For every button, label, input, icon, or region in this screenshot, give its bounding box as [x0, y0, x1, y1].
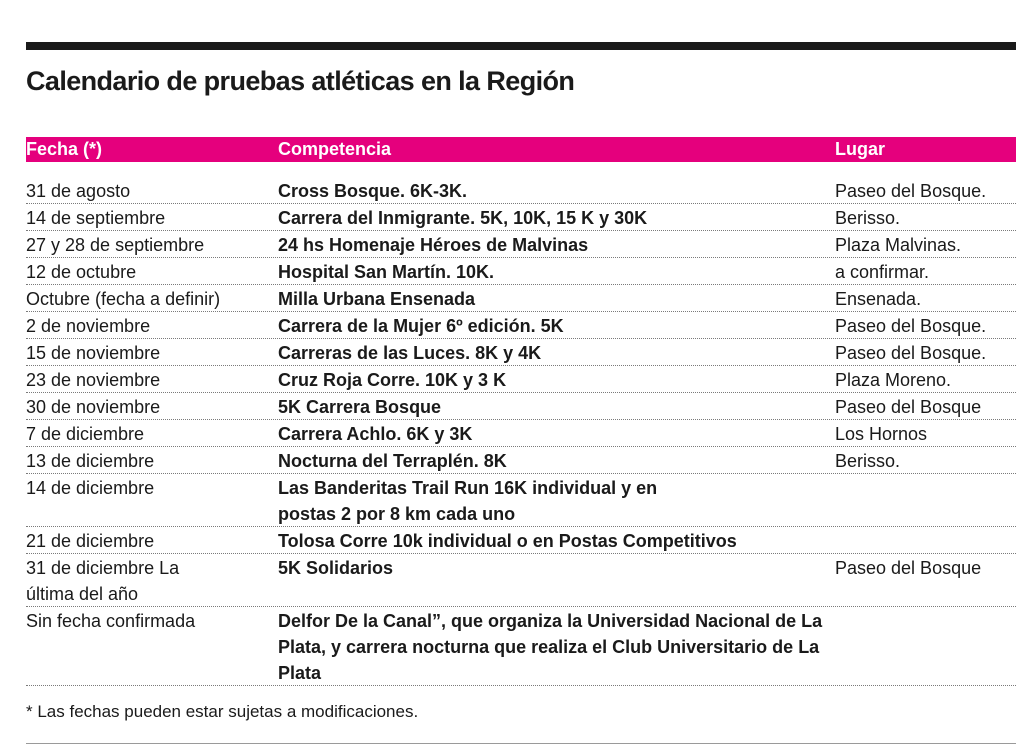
- table-row: [26, 177, 1016, 204]
- cell-lugar: Paseo del Bosque.: [835, 181, 987, 201]
- table-row: [26, 339, 1016, 366]
- cell-competencia: Cross Bosque. 6K-3K.: [278, 181, 468, 201]
- cell-lugar: Berisso.: [835, 451, 901, 471]
- cell-fecha: 27 y 28 de septiembre: [26, 235, 205, 255]
- cell-fecha: Octubre (fecha a definir): [26, 289, 221, 309]
- bottom-rule: [26, 743, 1016, 744]
- cell-competencia: 5K Solidarios: [278, 558, 394, 578]
- cell-fecha: 23 de noviembre: [26, 370, 161, 390]
- cell-competencia: Nocturna del Terraplén. 8K: [278, 451, 507, 471]
- cell-competencia: Cruz Roja Corre. 10K y 3 K: [278, 370, 507, 390]
- cell-fecha: 13 de diciembre: [26, 451, 155, 471]
- cell-lugar: Paseo del Bosque.: [835, 316, 987, 336]
- cell-competencia: 5K Carrera Bosque: [278, 397, 442, 417]
- cell-fecha: 14 de septiembre: [26, 208, 166, 228]
- cell-lugar: Berisso.: [835, 208, 901, 228]
- cell-competencia: 24 hs Homenaje Héroes de Malvinas: [278, 235, 589, 255]
- cell-competencia: Delfor De la Canal”, que organiza la Universidad Nacional de La Plata, y carrera nocturna que realiza el Club Universitario de La Plata: [278, 611, 823, 683]
- cell-fecha: 31 de diciembre La última del año: [26, 558, 180, 604]
- table-row: [26, 312, 1016, 339]
- cell-fecha: 2 de noviembre: [26, 316, 151, 336]
- cell-lugar: Plaza Malvinas.: [835, 235, 962, 255]
- table-row: [26, 607, 1016, 686]
- cell-lugar: a confirmar.: [835, 262, 930, 282]
- cell-lugar: Los Hornos: [835, 424, 928, 444]
- table-row: [26, 231, 1016, 258]
- events-table: [26, 177, 1016, 686]
- page-title: Calendario de pruebas atléticas en la Región: [26, 66, 575, 96]
- cell-competencia: Carreras de las Luces. 8K y 4K: [278, 343, 542, 363]
- header-fecha: Fecha (*): [26, 139, 103, 159]
- table-row: [26, 204, 1016, 231]
- cell-fecha: 14 de diciembre: [26, 478, 155, 498]
- cell-competencia: Carrera Achlo. 6K y 3K: [278, 424, 473, 444]
- top-rule: [26, 42, 1016, 50]
- table-row: [26, 258, 1016, 285]
- cell-fecha: 21 de diciembre: [26, 531, 155, 551]
- cell-fecha: 15 de noviembre: [26, 343, 161, 363]
- cell-lugar: Plaza Moreno.: [835, 370, 952, 390]
- cell-competencia: Hospital San Martín. 10K.: [278, 262, 495, 282]
- table-row: [26, 366, 1016, 393]
- header-competencia: Competencia: [278, 139, 392, 159]
- cell-competencia: Tolosa Corre 10k individual o en Postas Competitivos: [278, 531, 737, 551]
- cell-competencia: Las Banderitas Trail Run 16K individual y en postas 2 por 8 km cada uno: [278, 478, 658, 524]
- table-row: [26, 285, 1016, 312]
- cell-competencia: Carrera de la Mujer 6º edición. 5K: [278, 316, 564, 336]
- cell-lugar: Paseo del Bosque: [835, 397, 982, 417]
- table-header: [26, 137, 1016, 162]
- cell-lugar: Paseo del Bosque.: [835, 343, 987, 363]
- cell-fecha: 30 de noviembre: [26, 397, 161, 417]
- cell-competencia: Milla Urbana Ensenada: [278, 289, 476, 309]
- table-row: [26, 420, 1016, 447]
- cell-fecha: 31 de agosto: [26, 181, 131, 201]
- table-row: [26, 554, 1016, 607]
- cell-fecha: Sin fecha confirmada: [26, 611, 196, 631]
- cell-competencia: Carrera del Inmigrante. 5K, 10K, 15 K y 30K: [278, 208, 648, 228]
- header-lugar: Lugar: [835, 139, 886, 159]
- table-row: [26, 474, 1016, 527]
- table-row: [26, 527, 1016, 554]
- table-row: [26, 393, 1016, 420]
- table-row: [26, 447, 1016, 474]
- footnote: * Las fechas pueden estar sujetas a modificaciones.: [26, 702, 419, 721]
- cell-lugar: Paseo del Bosque: [835, 558, 982, 578]
- cell-lugar: Ensenada.: [835, 289, 922, 309]
- cell-fecha: 12 de octubre: [26, 262, 137, 282]
- cell-fecha: 7 de diciembre: [26, 424, 145, 444]
